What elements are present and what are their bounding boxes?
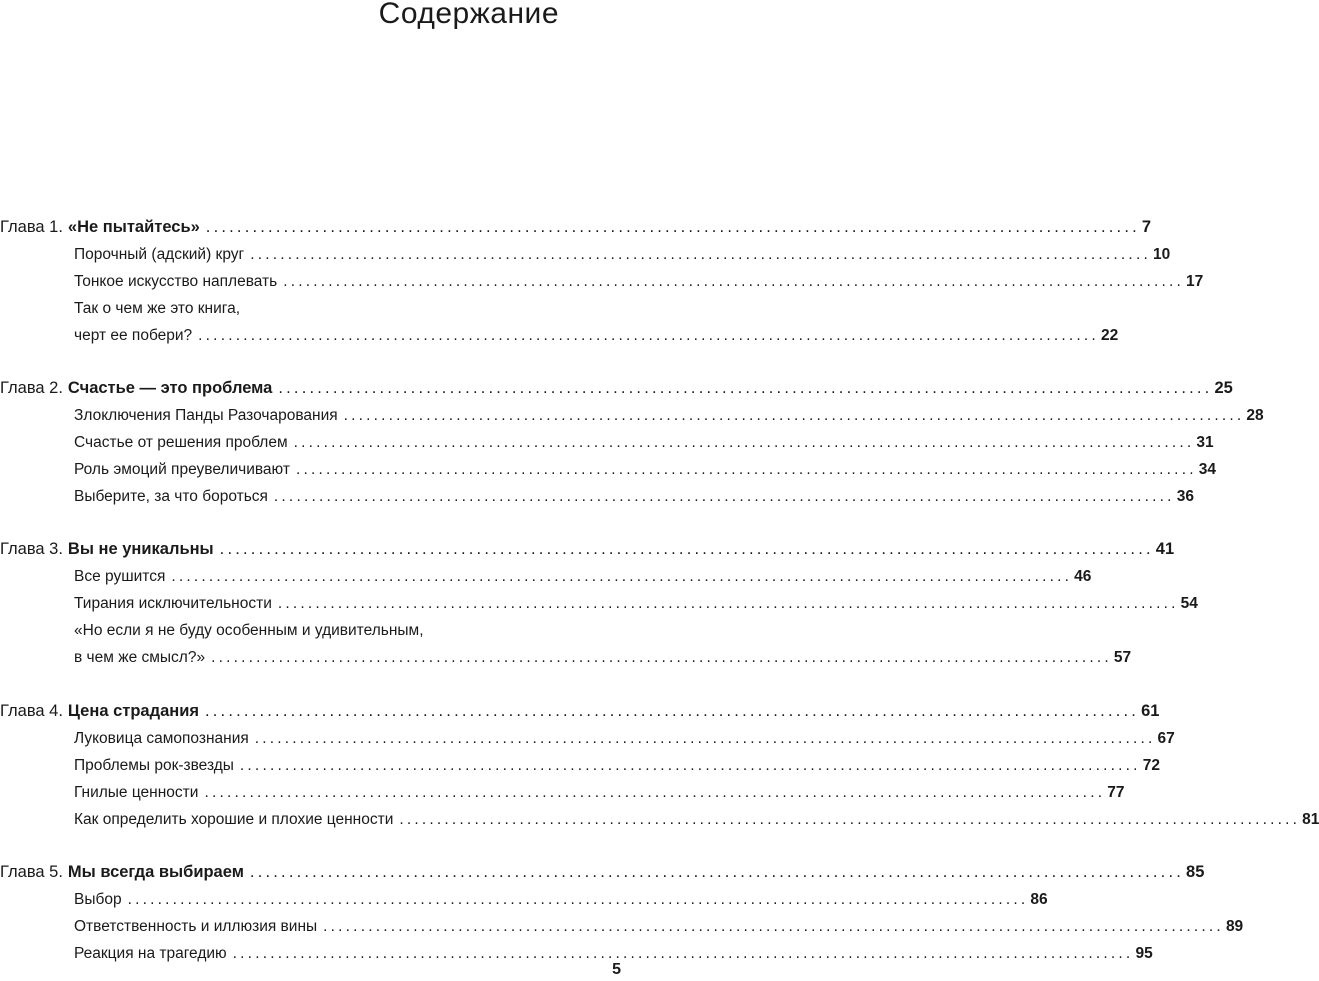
page-number: 7 — [1141, 218, 1152, 236]
dot-leader: ........................................................................................................................ — [293, 434, 1195, 451]
page-number: 95 — [1135, 945, 1153, 962]
page-number: 72 — [1142, 757, 1160, 774]
section-title: Выбор — [74, 891, 122, 908]
toc-section[interactable] — [74, 756, 1160, 776]
section-title: Ответственность и иллюзия вины — [74, 918, 318, 935]
section-title: Как определить хорошие и плохие ценности — [74, 811, 394, 828]
page-number: 28 — [1246, 407, 1264, 424]
section-title: черт ее побери? — [74, 327, 193, 344]
page-title: Содержание — [378, 0, 559, 30]
page-number: 36 — [1176, 488, 1194, 505]
toc-section[interactable] — [74, 406, 1264, 426]
chapter-title: Цена страдания — [67, 702, 199, 720]
dot-leader: ........................................................................................................................ — [211, 649, 1112, 666]
toc-section[interactable] — [74, 460, 1216, 480]
toc-section[interactable] — [74, 944, 1153, 964]
dot-leader: ........................................................................................................................ — [323, 918, 1224, 935]
page-number: 85 — [1186, 863, 1205, 881]
section-title: в чем же смысл?» — [74, 649, 206, 666]
toc-section[interactable] — [74, 272, 1204, 292]
toc-section[interactable] — [74, 917, 1244, 937]
toc-section[interactable] — [74, 326, 1119, 346]
dot-leader: ........................................................................................................................ — [205, 218, 1140, 236]
page-number: 17 — [1186, 273, 1204, 290]
page-number: 10 — [1152, 246, 1171, 263]
dot-leader: ........................................................................................................................ — [273, 488, 1175, 505]
page-number: 25 — [1214, 379, 1233, 397]
dot-leader: ........................................................................................................................ — [127, 891, 1029, 908]
toc-chapter-1[interactable] — [0, 217, 1152, 237]
chapter-title: Счастье — это проблема — [67, 379, 273, 397]
dot-leader: ........................................................................................................................ — [399, 811, 1301, 828]
dot-leader: ........................................................................................................................ — [343, 407, 1245, 424]
dot-leader: ........................................................................................................................ — [277, 595, 1179, 612]
page-number: 77 — [1107, 784, 1125, 801]
dot-leader: ........................................................................................................................ — [232, 945, 1134, 962]
dot-leader: ........................................................................................................................ — [295, 461, 1197, 478]
page-number: 89 — [1225, 918, 1244, 935]
dot-leader: ........................................................................................................................ — [254, 730, 1156, 747]
page-number: 81 — [1302, 811, 1319, 828]
toc-section[interactable] — [74, 890, 1048, 910]
toc-section[interactable] — [74, 783, 1125, 803]
section-title: Выберите, за что бороться — [74, 488, 268, 505]
dot-leader: ........................................................................................................................ — [278, 379, 1213, 397]
chapter-title: Мы всегда выбираем — [67, 863, 244, 881]
chapter-number: Глава 4. — [0, 702, 63, 720]
section-title-line1: Так о чем же это книга, — [74, 300, 241, 317]
toc-section[interactable] — [74, 648, 1132, 668]
toc-section[interactable] — [74, 487, 1194, 507]
dot-leader: ........................................................................................................................ — [283, 273, 1184, 290]
toc-chapter-3[interactable] — [0, 539, 1175, 559]
section-title: Порочный (адский) круг — [74, 246, 245, 263]
toc-chapter-2[interactable] — [0, 378, 1233, 398]
section-title: Тирания исключительности — [74, 595, 272, 612]
section-title: Реакция на трагедию — [74, 945, 227, 962]
chapter-number: Глава 5. — [0, 863, 63, 881]
toc-chapter-4[interactable] — [0, 701, 1160, 721]
dot-leader: ........................................................................................................................ — [239, 757, 1141, 774]
page-number: 41 — [1155, 540, 1175, 558]
toc-section[interactable] — [74, 729, 1175, 749]
toc-section[interactable] — [74, 810, 1319, 830]
toc-section[interactable] — [74, 567, 1092, 587]
section-title: Гнилые ценности — [74, 784, 199, 801]
page-number: 61 — [1141, 702, 1160, 720]
dot-leader: ........................................................................................................................ — [250, 246, 1151, 263]
section-title: Тонкое искусство наплевать — [74, 273, 278, 290]
chapter-number: Глава 2. — [0, 379, 63, 397]
section-title-line1: «Но если я не буду особенным и удивительным, — [74, 622, 424, 639]
toc-section[interactable] — [74, 245, 1171, 265]
section-title: Роль эмоций преувеличивают — [74, 461, 290, 478]
dot-leader: ........................................................................................................................ — [204, 702, 1140, 720]
page-number: 31 — [1196, 434, 1214, 451]
chapter-title: Вы не уникальны — [67, 540, 214, 558]
section-title: Все рушится — [74, 568, 166, 585]
dot-leader: ........................................................................................................................ — [204, 784, 1106, 801]
section-title: Проблемы рок-звезды — [74, 757, 234, 774]
page-folio: 5 — [612, 961, 621, 978]
page-number: 46 — [1074, 568, 1092, 585]
dot-leader: ........................................................................................................................ — [171, 568, 1073, 585]
toc-section[interactable] — [74, 433, 1214, 453]
page-number: 34 — [1198, 461, 1216, 478]
page-number: 54 — [1180, 595, 1198, 612]
chapter-number: Глава 3. — [0, 540, 63, 558]
page-number: 57 — [1113, 649, 1132, 666]
page-number: 22 — [1100, 327, 1119, 344]
chapter-title: «Не пытайтесь» — [67, 218, 200, 236]
dot-leader: ........................................................................................................................ — [249, 863, 1185, 881]
dot-leader: ........................................................................................................................ — [219, 540, 1154, 558]
toc-chapter-5[interactable] — [0, 862, 1205, 882]
chapter-number: Глава 1. — [0, 218, 63, 236]
section-title: Злоключения Панды Разочарования — [74, 407, 338, 424]
page-number: 86 — [1030, 891, 1048, 908]
page-number: 67 — [1157, 730, 1175, 747]
dot-leader: ........................................................................................................................ — [198, 327, 1099, 344]
section-title: Луковица самопознания — [74, 730, 249, 747]
section-title: Счастье от решения проблем — [74, 434, 288, 451]
toc-section[interactable] — [74, 594, 1198, 614]
